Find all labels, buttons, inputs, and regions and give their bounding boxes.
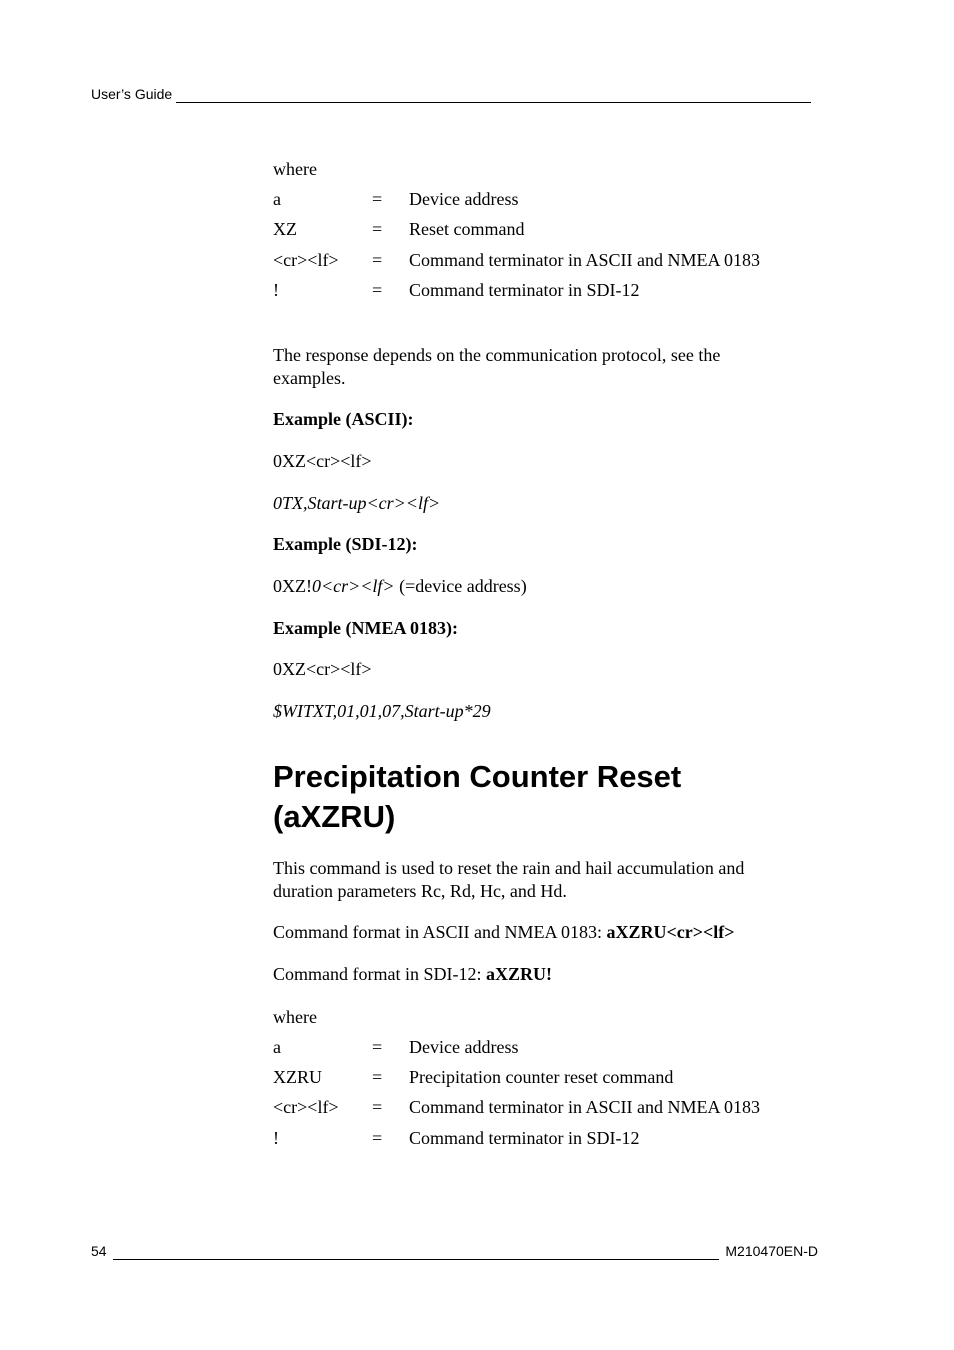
example-sdi-line	[273, 575, 527, 598]
example-ascii-response: 0TX,Start-up<cr><lf>	[273, 493, 441, 513]
footer-rule	[113, 1243, 720, 1260]
example-sdi-response: 0<cr><lf>	[312, 576, 395, 596]
definition-key: a	[273, 1037, 281, 1057]
definition-value: Command terminator in SDI-12	[409, 1128, 640, 1148]
where-label-1: where	[273, 159, 317, 179]
definition-key: a	[273, 189, 281, 209]
example-sdi-heading: Example (SDI-12):	[273, 534, 418, 554]
definition-row	[273, 1037, 833, 1061]
definition-value: Device address	[409, 189, 519, 209]
where-label-2: where	[273, 1007, 317, 1027]
header-rule	[176, 86, 811, 103]
page-footer	[91, 1243, 818, 1263]
definition-row	[273, 280, 833, 304]
definition-value: Device address	[409, 1037, 519, 1057]
command-format-sdi	[273, 963, 552, 986]
command-format-ascii-value: aXZRU<cr><lf>	[606, 922, 735, 942]
example-nmea-response: $WITXT,01,01,07,Start-up*29	[273, 701, 491, 721]
definition-row	[273, 189, 833, 213]
definition-row	[273, 1128, 833, 1152]
example-nmea-command: 0XZ<cr><lf>	[273, 659, 372, 679]
command-format-ascii-label: Command format in ASCII and NMEA 0183:	[273, 922, 607, 942]
definition-key: <cr><lf>	[273, 1097, 339, 1117]
example-nmea-heading: Example (NMEA 0183):	[273, 618, 458, 638]
definition-row	[273, 219, 833, 243]
definition-row	[273, 250, 833, 274]
section-intro: This command is used to reset the rain and hail accumulation and duration parameters Rc, Rd, Hc, and Hd.	[273, 858, 745, 901]
definition-equals: =	[372, 1067, 383, 1087]
command-format-sdi-value: aXZRU!	[485, 964, 552, 984]
document-id: M210470EN-D	[725, 1243, 818, 1259]
definition-key: !	[273, 280, 279, 300]
definition-value: Reset command	[409, 219, 525, 239]
definition-equals: =	[372, 250, 383, 270]
definition-row	[273, 1097, 833, 1121]
example-ascii-heading: Example (ASCII):	[273, 409, 414, 429]
example-sdi-note: (=device address)	[394, 576, 527, 596]
command-format-ascii	[273, 921, 735, 944]
definition-key: !	[273, 1128, 279, 1148]
definition-key: <cr><lf>	[273, 250, 339, 270]
page-header	[91, 86, 811, 106]
definition-value: Command terminator in SDI-12	[409, 280, 640, 300]
definition-equals: =	[372, 219, 383, 239]
definition-key: XZ	[273, 219, 297, 239]
definition-value: Precipitation counter reset command	[409, 1067, 674, 1087]
definition-equals: =	[372, 1097, 383, 1117]
definition-equals: =	[372, 1128, 383, 1148]
example-ascii-command: 0XZ<cr><lf>	[273, 451, 372, 471]
definition-value: Command terminator in ASCII and NMEA 0183	[409, 1097, 760, 1117]
section-title: Precipitation Counter Reset (aXZRU)	[273, 759, 682, 834]
header-title: User’s Guide	[91, 86, 173, 102]
page-number: 54	[91, 1243, 107, 1259]
definition-equals: =	[372, 1037, 383, 1057]
definition-value: Command terminator in ASCII and NMEA 0183	[409, 250, 760, 270]
definition-equals: =	[372, 189, 383, 209]
example-sdi-command: 0XZ!	[273, 576, 312, 596]
definition-row	[273, 1067, 833, 1091]
command-format-sdi-label: Command format in SDI-12:	[273, 964, 486, 984]
response-paragraph: The response depends on the communication protocol, see the examples.	[273, 345, 721, 388]
definition-equals: =	[372, 280, 383, 300]
definition-key: XZRU	[273, 1067, 322, 1087]
